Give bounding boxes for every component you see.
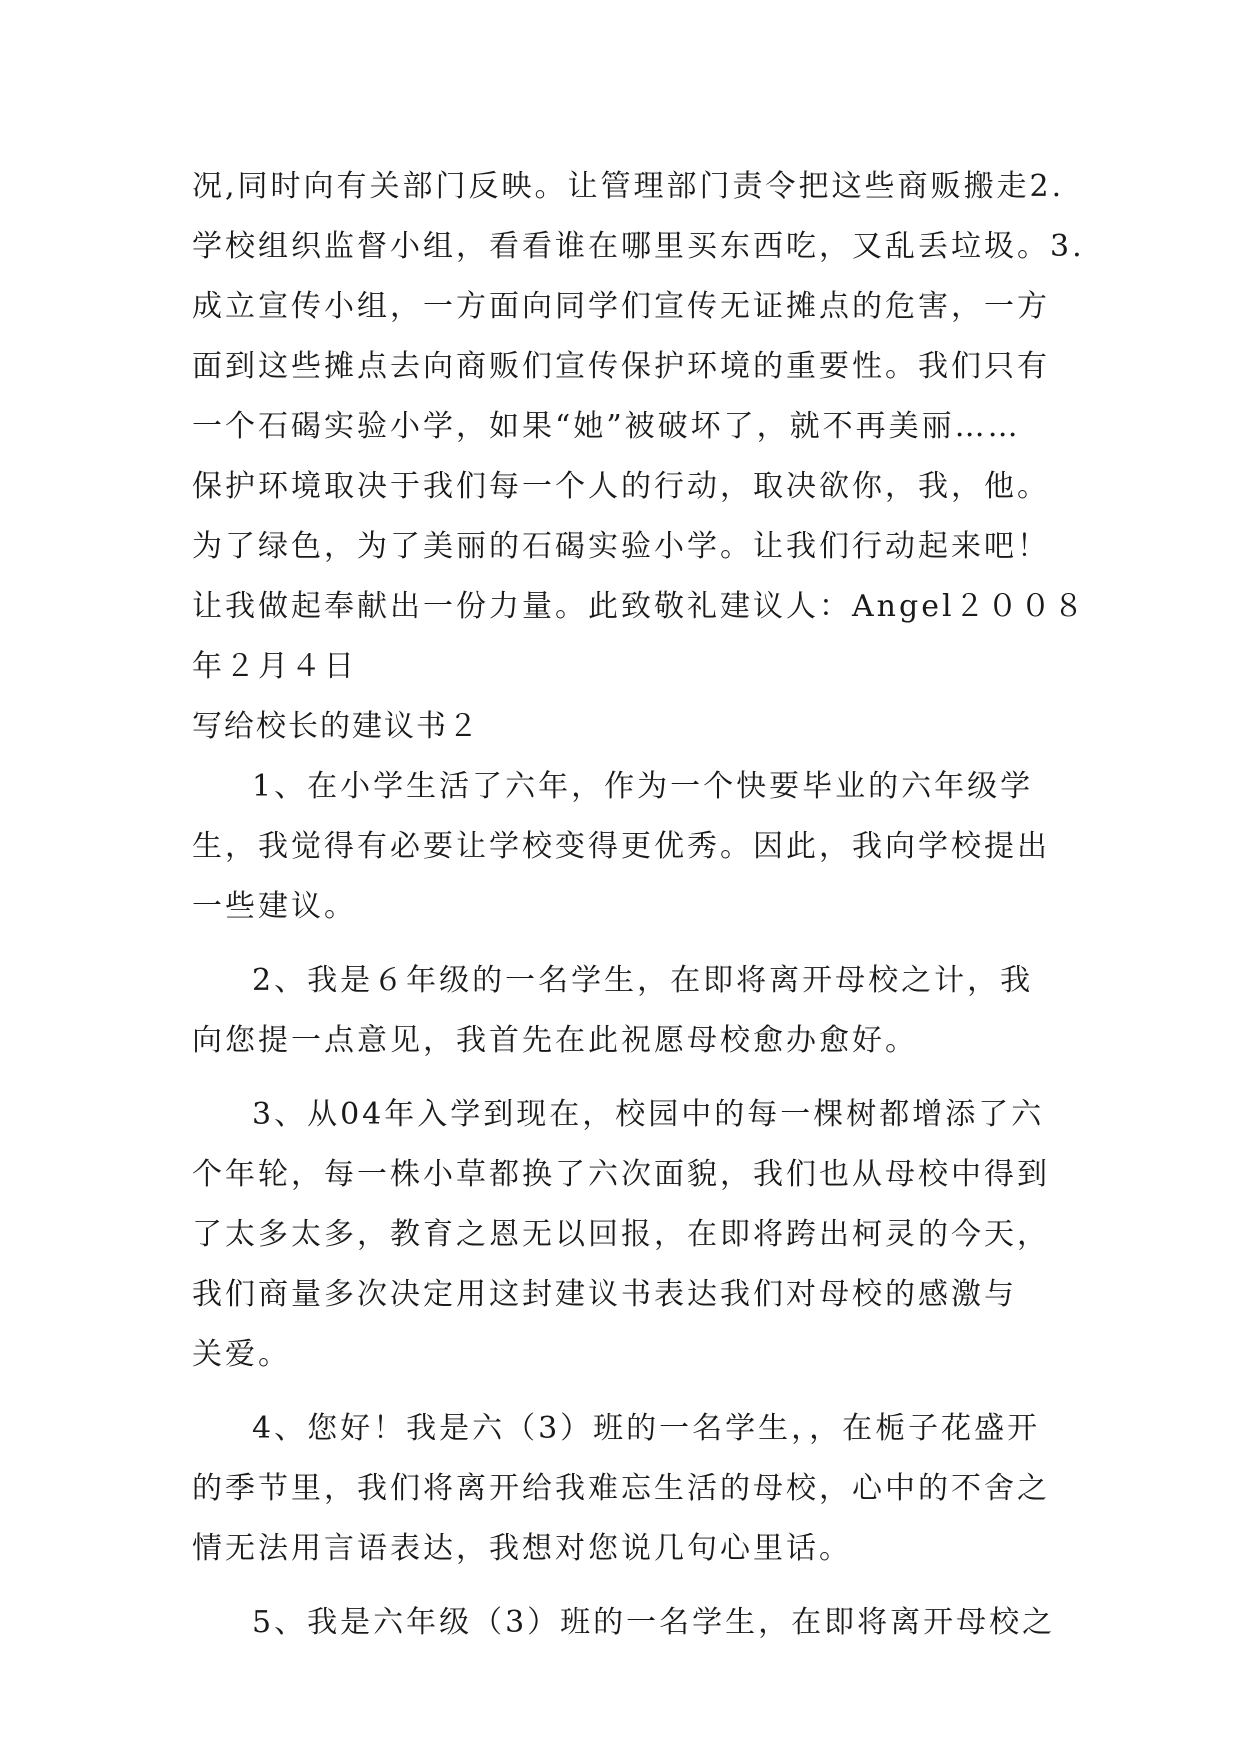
text-line: 向您提一点意见，我首先在此祝愿母校愈办愈好。	[192, 1023, 918, 1058]
text-line: 情无法用言语表达，我想对您说几句心里话。	[192, 1531, 852, 1566]
text-line: 2、我是６年级的一名学生，在即将离开母校之计，我	[252, 963, 1034, 998]
text-line: 生，我觉得有必要让学校变得更优秀。因此，我向学校提出	[192, 829, 1050, 864]
paragraph-4	[192, 1399, 1052, 1579]
signature-date: 年２月４日	[192, 649, 357, 684]
text-line: 3、从04年入学到现在，校园中的每一棵树都增添了六	[252, 1097, 1045, 1132]
text-line: 5、我是六年级（3）班的一名学生，在即将离开母校之	[252, 1605, 1056, 1640]
text-line: 为了绿色，为了美丽的石碣实验小学。让我们行动起来吧！	[192, 529, 1050, 564]
paragraph-spacer	[192, 1579, 1052, 1593]
text-line: 1、在小学生活了六年，作为一个快要毕业的六年级学	[252, 769, 1034, 804]
text-line: 个年轮，每一株小草都换了六次面貌，我们也从母校中得到	[192, 1157, 1050, 1192]
text-line: 关爱。	[192, 1337, 291, 1372]
text-line: 学校组织监督小组，看看谁在哪里买东西吃，又乱丢垃圾。3.	[192, 229, 1085, 264]
text-line: 面到这些摊点去向商贩们宣传保护环境的重要性。我们只有	[192, 349, 1050, 384]
text-line: 我们商量多次决定用这封建议书表达我们对母校的感激与	[192, 1277, 1017, 1312]
paragraph-spacer	[192, 937, 1052, 951]
text-line: 让我做起奉献出一份力量。此致敬礼建议人：Angel２００８	[192, 589, 1087, 624]
paragraph-5	[192, 1593, 1056, 1653]
text-line: 一个石碣实验小学，如果“她”被破坏了，就不再美丽……	[192, 409, 1021, 444]
text-line: 一些建议。	[192, 889, 357, 924]
text-line: 的季节里，我们将离开给我难忘生活的母校，心中的不舍之	[192, 1471, 1050, 1506]
text-line: 了太多太多，教育之恩无以回报，在即将跨出柯灵的今天，	[192, 1217, 1050, 1252]
paragraph-spacer	[192, 1071, 1052, 1085]
paragraph-3	[192, 1085, 1052, 1385]
text-line: 保护环境取决于我们每一个人的行动，取决欲你，我，他。	[192, 469, 1050, 504]
text-line: 况,同时向有关部门反映。让管理部门责令把这些商贩搬走2.	[192, 169, 1065, 204]
paragraph-1	[192, 757, 1052, 937]
section-title: 写给校长的建议书２	[192, 709, 480, 744]
document-body	[192, 157, 1087, 1653]
text-line: 4、您好！我是六（3）班的一名学生，，在栀子花盛开	[252, 1411, 1041, 1446]
text-line: 成立宣传小组，一方面向同学们宣传无证摊点的危害，一方	[192, 289, 1050, 324]
paragraph-2	[192, 951, 1052, 1071]
paragraph-spacer	[192, 1385, 1052, 1399]
letter-1-ending	[192, 157, 1087, 697]
